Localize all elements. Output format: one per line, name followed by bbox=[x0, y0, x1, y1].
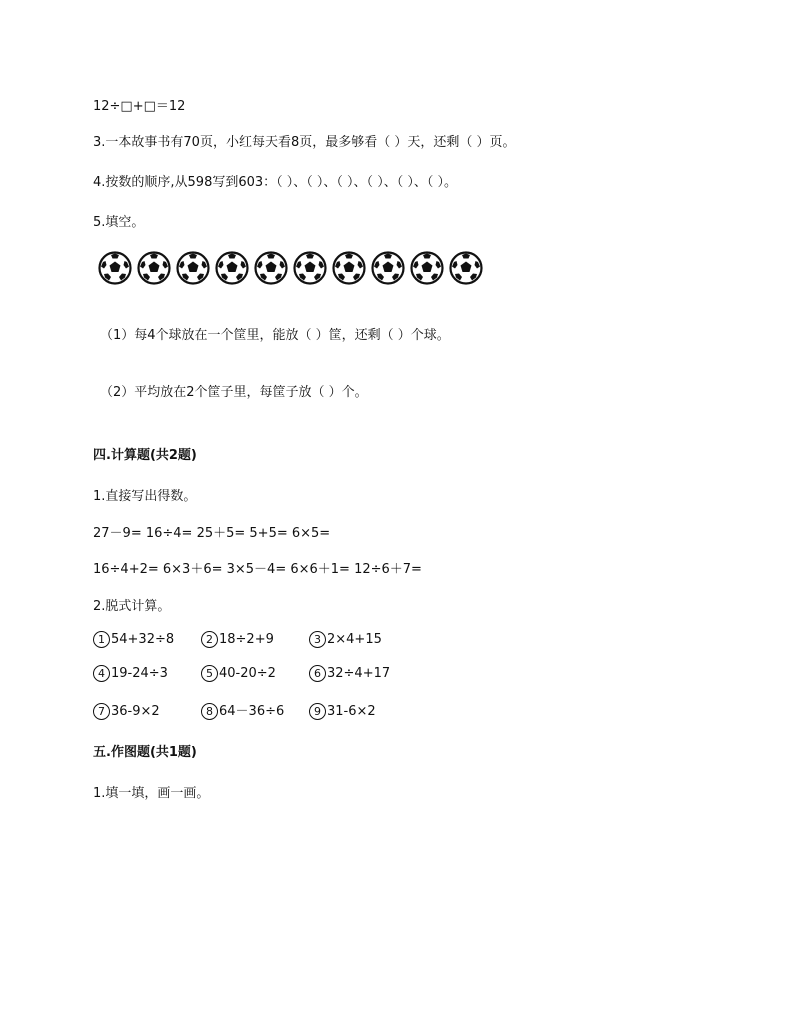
soccer-ball-icon bbox=[215, 251, 249, 289]
exercise-item bbox=[93, 665, 185, 682]
soccer-ball-icon bbox=[332, 251, 366, 289]
exercise-expression: 36-9×2 bbox=[111, 704, 160, 719]
exercise-item bbox=[201, 631, 293, 648]
circled-number: 2 bbox=[201, 631, 218, 648]
calc-row-1: 27－9= 16÷4= 25＋5= 5+5= 6×5= bbox=[93, 526, 331, 541]
question-5: 5.填空。 bbox=[93, 215, 145, 230]
soccer-ball-row bbox=[98, 251, 483, 289]
exercise-item bbox=[93, 703, 185, 720]
circled-number: 9 bbox=[309, 703, 326, 720]
exercise-expression: 2×4+15 bbox=[327, 632, 382, 647]
circled-number: 1 bbox=[93, 631, 110, 648]
exercise-expression: 40-20÷2 bbox=[219, 666, 276, 681]
exercise-row bbox=[93, 631, 417, 648]
equation-line: 12÷□+□＝12 bbox=[93, 99, 186, 114]
exercise-item bbox=[93, 631, 185, 648]
exercise-item bbox=[201, 700, 293, 720]
exercise-expression: 19-24÷3 bbox=[111, 666, 168, 681]
exercise-row bbox=[93, 700, 417, 720]
calc-row-2: 16÷4+2= 6×3＋6= 3×5－4= 6×6＋1= 12÷6＋7= bbox=[93, 562, 422, 577]
exercise-row bbox=[93, 665, 417, 682]
exercise-expression: 32÷4+17 bbox=[327, 666, 391, 681]
circled-number: 8 bbox=[201, 703, 218, 720]
question-5-part-2: （2）平均放在2个筐子里，每筐子放（ ）个。 bbox=[100, 385, 368, 400]
section-heading-5: 五.作图题(共1题) bbox=[93, 745, 197, 760]
exercise-item bbox=[309, 665, 401, 682]
soccer-ball-icon bbox=[410, 251, 444, 289]
soccer-ball-icon bbox=[254, 251, 288, 289]
soccer-ball-icon bbox=[293, 251, 327, 289]
exercise-expression: 54+32÷8 bbox=[111, 632, 175, 647]
question-4: 4.按数的顺序,从598写到603：（ ）、（ ）、（ ）、（ ）、（ ）、（ ）。 bbox=[93, 175, 457, 190]
exercise-expression: 18÷2+9 bbox=[219, 632, 274, 647]
exercise-expression: 31-6×2 bbox=[327, 704, 376, 719]
section-heading-4: 四.计算题(共2题) bbox=[93, 448, 197, 463]
soccer-ball-icon bbox=[176, 251, 210, 289]
circled-number: 4 bbox=[93, 665, 110, 682]
drawing-question-1: 1.填一填，画一画。 bbox=[93, 786, 210, 801]
calc-question-2: 2.脱式计算。 bbox=[93, 599, 171, 614]
exercise-item bbox=[309, 631, 401, 648]
circled-number: 3 bbox=[309, 631, 326, 648]
soccer-ball-icon bbox=[137, 251, 171, 289]
calc-question-1: 1.直接写出得数。 bbox=[93, 489, 197, 504]
question-3: 3.一本故事书有70页，小红每天看8页，最多够看（ ）天，还剩（ ）页。 bbox=[93, 135, 516, 150]
circled-number: 6 bbox=[309, 665, 326, 682]
circled-number: 5 bbox=[201, 665, 218, 682]
soccer-ball-icon bbox=[449, 251, 483, 289]
soccer-ball-icon bbox=[371, 251, 405, 289]
exercise-item bbox=[201, 665, 293, 682]
exercise-item bbox=[309, 703, 401, 720]
exercise-expression: 64－36÷6 bbox=[219, 704, 285, 719]
soccer-ball-icon bbox=[98, 251, 132, 289]
question-5-part-1: （1）每4个球放在一个筐里，能放（ ）筐，还剩（ ）个球。 bbox=[100, 328, 450, 343]
circled-number: 7 bbox=[93, 703, 110, 720]
